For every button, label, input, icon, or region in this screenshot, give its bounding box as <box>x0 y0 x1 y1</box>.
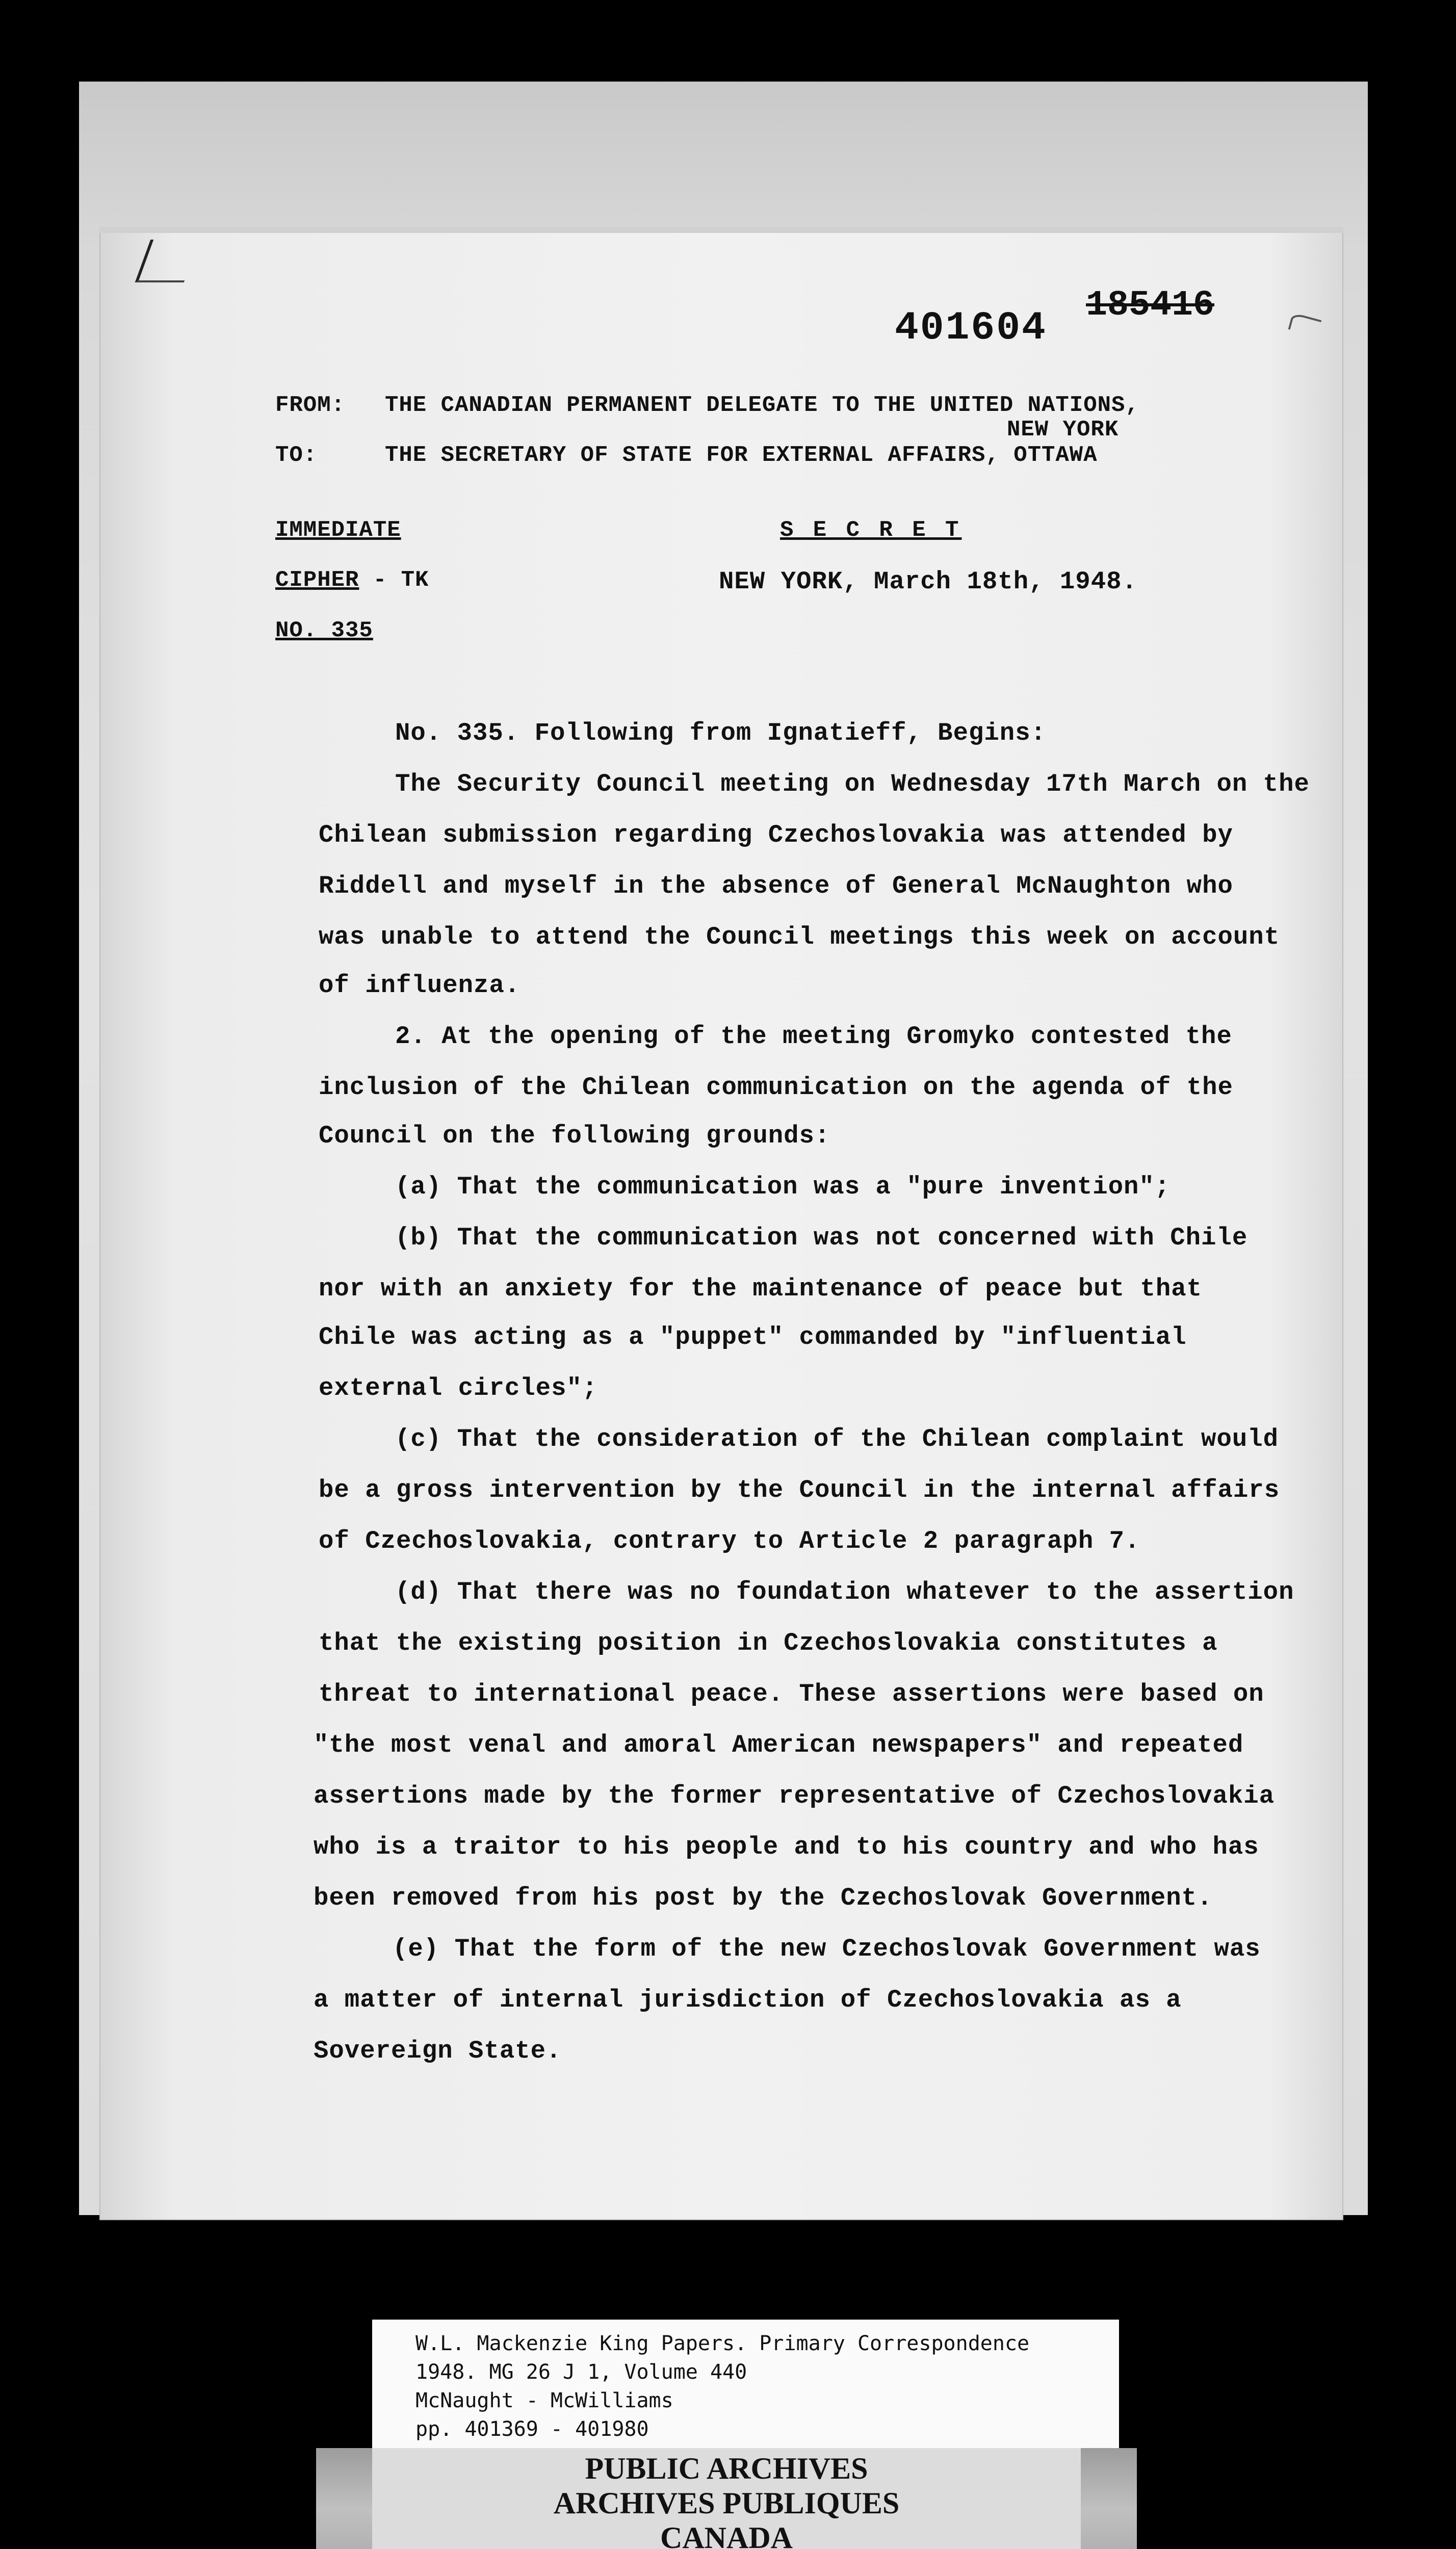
from-city: NEW YORK <box>1007 417 1119 443</box>
stamp-line-canada: CANADA <box>660 2521 793 2549</box>
body-line: of influenza. <box>319 971 521 1000</box>
classification-label: S E C R E T <box>780 517 962 543</box>
body-line: Sovereign State. <box>314 2037 562 2065</box>
stamp-line-archives-publiques: ARCHIVES PUBLIQUES <box>553 2486 900 2520</box>
from-label: FROM: <box>275 393 346 418</box>
body-line: (d) That there was no foundation whatever to the assertion <box>395 1578 1294 1606</box>
body-line: 2. At the opening of the meeting Gromyko contested the <box>395 1022 1232 1051</box>
file-number-value: 185416 <box>1086 285 1215 326</box>
archive-reference-line: W.L. Mackenzie King Papers. Primary Correspondence <box>415 2332 1030 2355</box>
body-line: Chilean submission regarding Czechoslovakia was attended by <box>319 821 1233 849</box>
body-line: that the existing position in Czechoslovakia constitutes a <box>319 1629 1218 1657</box>
body-line: (e) That the form of the new Czechoslovak Government was <box>393 1935 1261 1963</box>
body-line: "the most venal and amoral American newspapers" and repeated <box>314 1731 1244 1759</box>
body-line: a matter of internal jurisdiction of Czechoslovakia as a <box>314 1986 1182 2014</box>
priority-label: IMMEDIATE <box>275 517 401 543</box>
body-line: was unable to attend the Council meetings this week on account <box>319 923 1280 951</box>
from-text: THE CANADIAN PERMANENT DELEGATE TO THE UNITED NATIONS, <box>385 393 1139 418</box>
cipher-suffix: - TK <box>359 567 429 593</box>
body-line: Council on the following grounds: <box>319 1122 830 1150</box>
body-line: external circles"; <box>319 1374 598 1402</box>
to-label: TO: <box>275 443 318 468</box>
archive-reference-line: McNaught - McWilliams <box>415 2389 673 2412</box>
body-line: No. 335. Following from Ignatieff, Begins: <box>395 719 1047 747</box>
body-line: (c) That the consideration of the Chilean complaint would <box>395 1425 1279 1453</box>
message-number: NO. 335 <box>275 618 373 643</box>
cipher-label: CIPHER <box>275 567 359 593</box>
to-text: THE SECRETARY OF STATE FOR EXTERNAL AFFAIRS, OTTAWA <box>385 443 1098 468</box>
body-line: (a) That the communication was a "pure invention"; <box>395 1173 1171 1201</box>
archives-stamp-inner <box>372 2448 1081 2549</box>
archives-stamp <box>316 2448 1137 2549</box>
body-line: assertions made by the former representative of Czechoslovakia <box>314 1782 1275 1810</box>
body-line: be a gross intervention by the Council in the internal affairs <box>319 1476 1280 1504</box>
body-line: Chile was acting as a "puppet" commanded by "influential <box>319 1323 1187 1351</box>
archive-reference-card <box>372 2320 1119 2450</box>
body-line: inclusion of the Chilean communication on the agenda of the <box>319 1073 1233 1102</box>
body-line: nor with an anxiety for the maintenance of peace but that <box>319 1274 1203 1303</box>
document-number: 401604 <box>895 306 1047 351</box>
archive-reference-line: 1948. MG 26 J 1, Volume 440 <box>415 2360 747 2384</box>
stamp-line-public-archives: PUBLIC ARCHIVES <box>585 2452 868 2485</box>
body-line: Riddell and myself in the absence of General McNaughton who <box>319 872 1233 900</box>
archive-reference-line: pp. 401369 - 401980 <box>415 2417 649 2441</box>
cipher-line <box>275 567 429 593</box>
body-line: been removed from his post by the Czechoslovak Government. <box>314 1884 1213 1912</box>
place-date: NEW YORK, March 18th, 1948. <box>719 567 1137 596</box>
body-line: (b) That the communication was not concerned with Chile <box>395 1224 1248 1252</box>
file-number <box>1086 285 1214 326</box>
body-line: The Security Council meeting on Wednesday 17th March on the <box>395 770 1310 798</box>
body-line: who is a traitor to his people and to his country and who has <box>314 1833 1259 1861</box>
body-line: threat to international peace. These assertions were based on <box>319 1680 1264 1708</box>
body-line: of Czechoslovakia, contrary to Article 2 paragraph 7. <box>319 1527 1140 1555</box>
